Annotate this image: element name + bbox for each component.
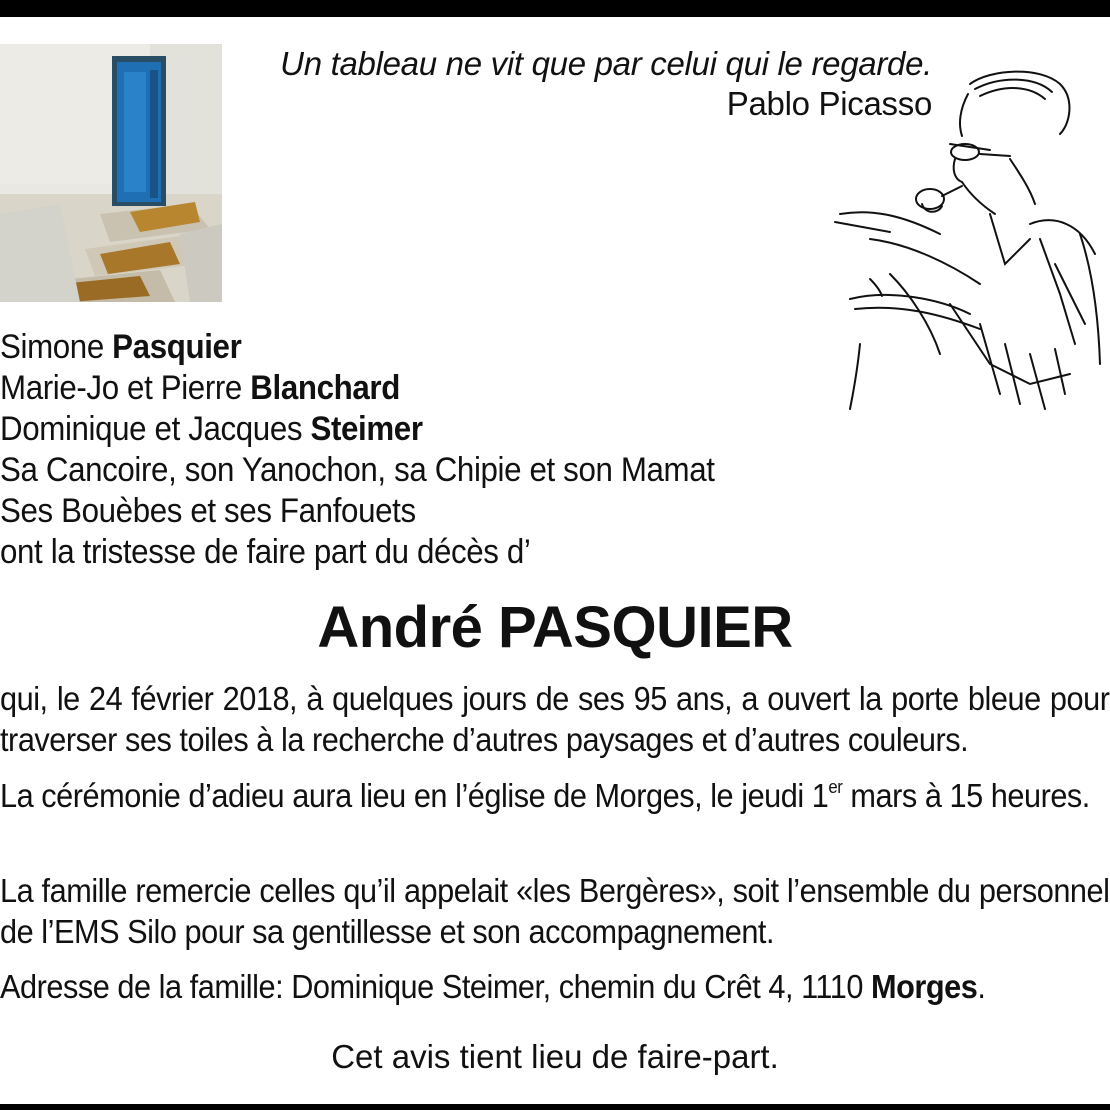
- picasso-quote: Un tableau ne vit que par celui qui le regarde.: [280, 45, 932, 82]
- family-member-line: Sa Cancoire, son Yanochon, sa Chipie et son Mamat: [0, 451, 715, 489]
- family-list: [0, 327, 820, 573]
- family-member-line: Dominique et Jacques Steimer: [0, 410, 423, 448]
- passing-paragraph: qui, le 24 février 2018, à quelques jours de ses 95 ans, a ouvert la porte bleue pour traverser ses toiles à la recherche d’autres paysages et d’autres couleurs.: [0, 680, 1110, 758]
- deceased-name: André PASQUIER: [317, 595, 793, 660]
- announcement-line: ont la tristesse de faire part du décès d’: [0, 533, 531, 571]
- thanks-paragraph: La famille remercie celles qu’il appelait «les Bergères», soit l’ensemble du personnel de l’EMS Silo pour sa gentillesse et son accompagnement.: [0, 872, 1110, 950]
- painting-image: [0, 44, 222, 302]
- address-city: Morges: [871, 968, 978, 1005]
- family-member-line: Ses Bouèbes et ses Fanfouets: [0, 492, 416, 530]
- closing-note: Cet avis tient lieu de faire-part.: [331, 1038, 779, 1075]
- family-address: Adresse de la famille: Dominique Steimer, chemin du Crêt 4, 1110 Morges.: [0, 968, 986, 1005]
- ordinal-superscript: er: [828, 777, 843, 797]
- family-member-line: Marie-Jo et Pierre Blanchard: [0, 369, 400, 407]
- bottom-rule: [0, 1104, 1110, 1110]
- quote-author: Pablo Picasso: [726, 85, 932, 122]
- ceremony-paragraph: La cérémonie d’adieu aura lieu en l’église de Morges, le jeudi 1er mars à 15 heures.: [0, 777, 1090, 814]
- family-member-line: Simone Pasquier: [0, 328, 242, 366]
- top-rule: [0, 0, 1110, 17]
